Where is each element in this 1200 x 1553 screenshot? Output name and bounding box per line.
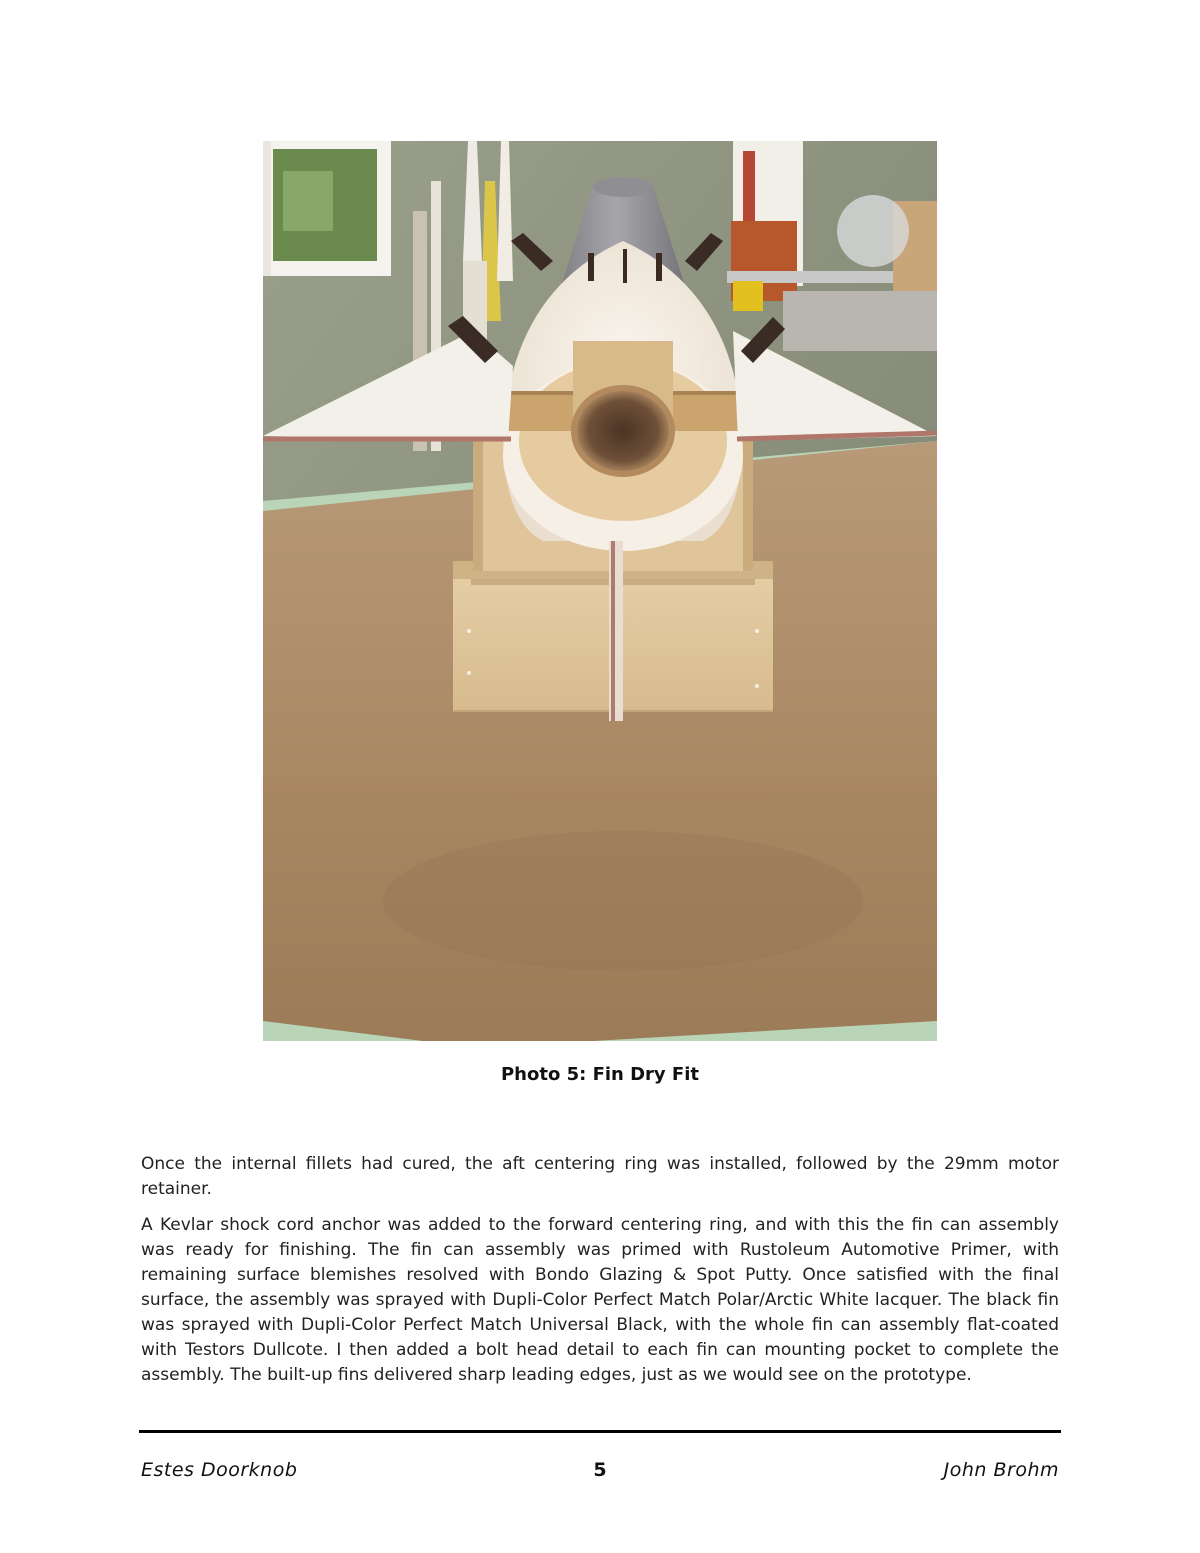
photo-illustration (263, 141, 937, 1041)
footer-rule (139, 1430, 1061, 1433)
body-text (141, 1152, 1059, 1399)
footer-author: John Brohm (943, 1459, 1059, 1481)
paragraph-1: Once the internal fillets had cured, the aft centering ring was installed, followed by the 29mm motor retainer. (141, 1154, 1059, 1199)
photo-caption: Photo 5: Fin Dry Fit (500, 1064, 700, 1085)
footer-title: Estes Doorknob (141, 1459, 298, 1481)
page-footer (141, 1459, 1059, 1485)
paragraph-2: A Kevlar shock cord anchor was added to the forward centering ring, and with this the fin can assembly was ready for finishing. The fin can assembly was primed with Rustoleum Automotive Primer, with remaining surface blemishes resolved with Bondo Glazing & Spot Putty. Once satisfied with the final surface, the assembly was sprayed with Dupli-Color Perfect Match Polar/Arctic White lacquer. The black fin was sprayed with Dupli-Color Perfect Match Universal Black, with the whole fin can assembly flat-coated with Testors Dullcote. I then added a bolt head detail to each fin can mounting pocket to complete the assembly. The built-up fins delivered sharp leading edges, just as we would see on the prototype. (141, 1215, 1059, 1385)
page-number: 5 (593, 1459, 607, 1481)
fin-dry-fit-photo (263, 141, 937, 1041)
